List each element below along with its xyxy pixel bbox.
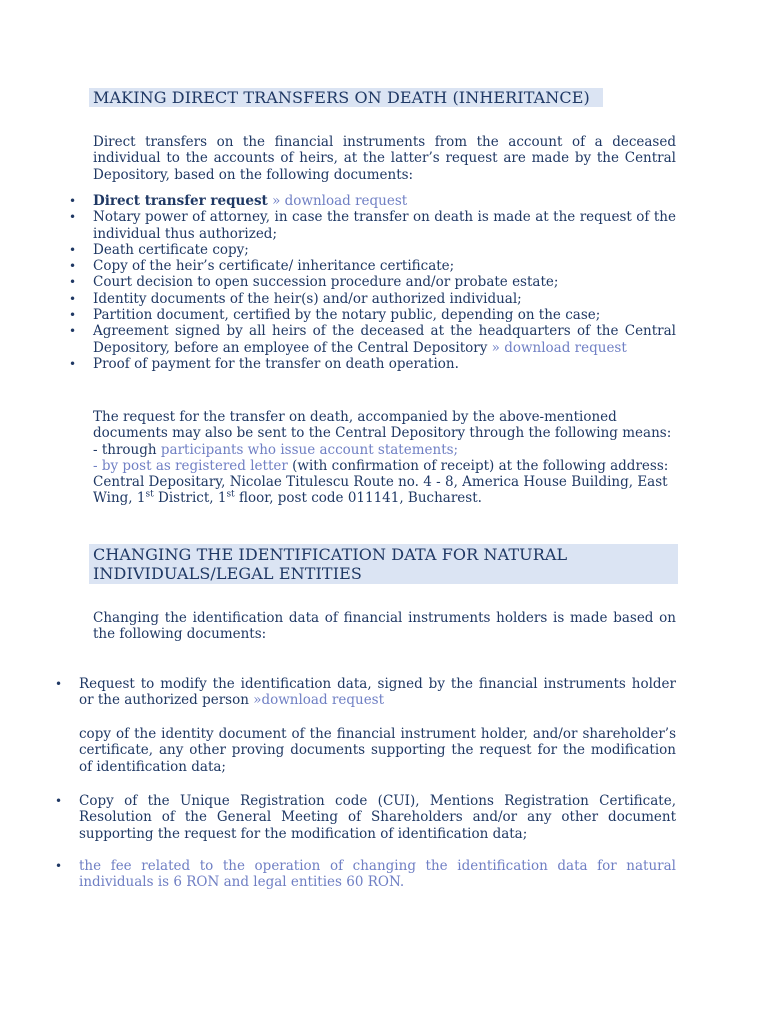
- list-item-text: Proof of payment for the transfer on death operation.: [93, 355, 459, 372]
- transfer-means-paragraph: [93, 409, 683, 507]
- identity-document-paragraph: copy of the identity document of the financial instrument holder, and/or shareholder’s certificate, any other proving documents supporting the request for the modification of identification data;: [79, 726, 676, 775]
- address-part: District, 1: [153, 490, 227, 507]
- list-item: [69, 323, 676, 356]
- list-item-text: Court decision to open succession procedure and/or probate estate;: [93, 274, 559, 291]
- list-item: [55, 858, 676, 891]
- bullet-icon: •: [69, 194, 77, 208]
- through-participants-line: [93, 442, 683, 458]
- download-request-link[interactable]: » download request: [267, 193, 408, 209]
- bullet-icon: •: [69, 308, 77, 323]
- list-item-text: Death certificate copy;: [93, 241, 249, 258]
- list-item-text: Copy of the heir’s certificate/ inheritance certificate;: [93, 258, 455, 275]
- heading-text: MAKING DIRECT TRANSFERS ON DEATH (INHERITANCE): [93, 88, 590, 107]
- section-heading-identification-data: [89, 544, 678, 584]
- fee-info-link[interactable]: the fee related to the operation of changing the identification data for natural individuals is 6 RON and legal entities 60 RON.: [79, 858, 676, 891]
- bullet-icon: •: [69, 242, 77, 257]
- download-request-link[interactable]: » download request: [487, 339, 627, 356]
- ordinal-suffix: st: [226, 489, 235, 500]
- list-item: [69, 258, 676, 275]
- participants-link[interactable]: participants who issue account statements;: [160, 441, 459, 458]
- postal-address: [93, 474, 683, 507]
- list-item: [69, 307, 676, 324]
- bullet-icon: •: [69, 356, 77, 371]
- list-item: [55, 676, 676, 709]
- identification-intro: Changing the identification data of financial instruments holders is made based on the following documents:: [93, 610, 676, 643]
- list-item: [69, 209, 676, 242]
- bullet-icon: •: [55, 859, 63, 873]
- bullet-icon: •: [69, 210, 77, 225]
- bullet-icon: •: [55, 794, 63, 808]
- list-item: [69, 241, 676, 258]
- list-item-text: Notary power of attorney, in case the transfer on death is made at the request of the individual thus authorized;: [93, 209, 676, 242]
- list-item-text: Copy of the Unique Registration code (CUI), Mentions Registration Certificate, Resolution of the General Meeting of Shareholders and/or any other document supporting the request for the modification of identification data;: [79, 793, 676, 842]
- list-item: [55, 793, 676, 842]
- list-item: [69, 274, 676, 291]
- bullet-icon: •: [69, 259, 77, 274]
- means-intro-text: The request for the transfer on death, accompanied by the above-mentioned documents may also be sent to the Central Depository through the following means:: [93, 409, 672, 442]
- list-item: [69, 193, 676, 209]
- list-item: [69, 355, 676, 372]
- post-text: (with confirmation of receipt) at the following address:: [287, 457, 669, 474]
- list-item-text: Agreement signed by all heirs of the deceased at the headquarters of the Central Depository, before an employee of the Central Depository: [93, 323, 676, 356]
- through-prefix: - through: [93, 441, 161, 458]
- list-item-text: Identity documents of the heir(s) and/or authorized individual;: [93, 290, 522, 307]
- registered-letter-link[interactable]: - by post as registered letter: [93, 457, 288, 474]
- list-item-text: Request to modify the identification data, signed by the financial instruments holder or the authorized person: [79, 676, 676, 709]
- address-part: Central Depositary, Nicolae Titulescu Route no. 4 - 8, America House Building, East Wing, 1: [93, 474, 668, 507]
- bullet-icon: •: [69, 275, 77, 290]
- direct-transfer-request-label: Direct transfer request: [93, 193, 268, 209]
- list-item: [69, 290, 676, 307]
- inheritance-documents-list: [69, 193, 676, 372]
- list-item-text: Partition document, certified by the notary public, depending on the case;: [93, 307, 601, 324]
- bullet-icon: •: [55, 677, 63, 691]
- download-request-link[interactable]: »download request: [253, 692, 385, 709]
- ordinal-suffix: st: [145, 489, 154, 500]
- by-post-line: [93, 458, 683, 474]
- bullet-icon: •: [69, 324, 77, 339]
- heading-text: CHANGING THE IDENTIFICATION DATA FOR NATURAL: [93, 545, 568, 564]
- inheritance-intro: Direct transfers on the financial instruments from the account of a deceased individual to the accounts of heirs, at the latter’s request are made by the Central Depository, based on the following documents:: [93, 134, 676, 183]
- bullet-icon: •: [69, 291, 77, 306]
- heading-text: INDIVIDUALS/LEGAL ENTITIES: [93, 564, 362, 583]
- section-heading-inheritance: [89, 88, 603, 107]
- address-part: floor, post code 011141, Bucharest.: [234, 490, 482, 507]
